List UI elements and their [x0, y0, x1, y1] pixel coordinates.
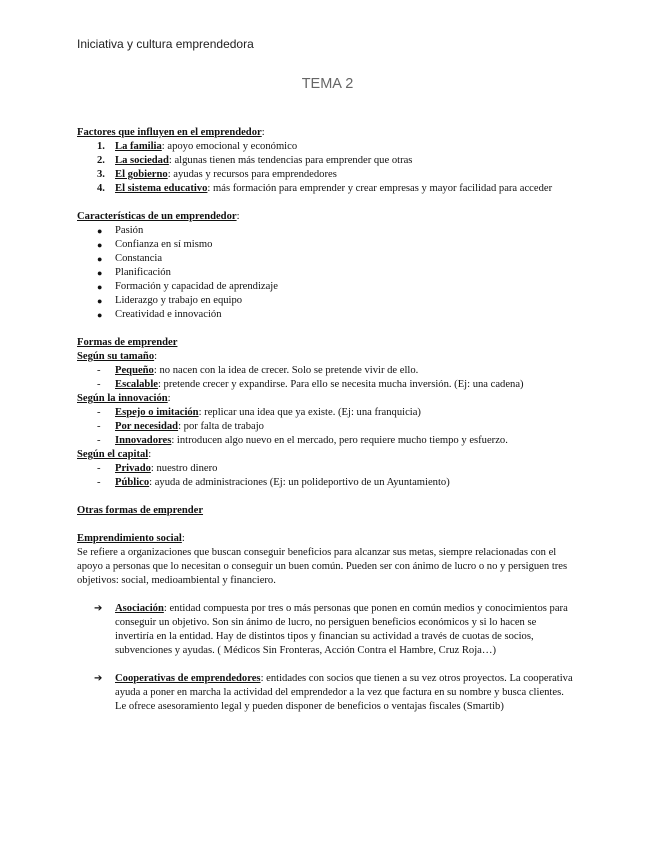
- list-item: - Escalable: pretende crecer y expandirse. Para ello se necesita mucha inversión. (Ej: una cadena): [97, 379, 524, 390]
- group-label: Según la innovación: [77, 393, 168, 404]
- factors-section: [77, 126, 577, 196]
- characteristics-heading-line: Características de un emprendedor:: [77, 211, 240, 222]
- forms-heading: Formas de emprender: [77, 337, 178, 348]
- list-item: 2. La sociedad: algunas tienen más tendencias para emprender que otras: [97, 155, 413, 166]
- other-forms-section: Otras formas de emprender Emprendimiento social: Se refiere a organizaciones que buscan conseguir beneficios para alcanzar sus metas, siempre relacionadas con el apoyo a personas que lo necesitan o conseguir un buen común. Pueden ser con ánimo de lucro o no y persiguen tres objetivos: social, medioambiental y financiero. ➔ Asociación: entidad compuesta por tres o más personas que ponen en común medios y conocimientos para conseguir un objetivo. Son sin ánimo de lucro, no persiguen beneficios económicos y si lo hacen se invertiría en la entidad. Hay de distintos tipos y financian su actividad a través de cuotas de socios, subvenciones y ayudas. ( Médicos Sin Fronteras, Acción Contra el Hambre, Cruz Roja…) ➔ Cooperativas de emprendedores: entidades con socios que tienen a su vez otros proyectos. La cooperativa ayuda a poner en marcha la actividad del emprendedor a la vez que factura en su nombre y busca clientes. Le ofrece asesoramiento legal y pueden disponer de beneficios o ventajas fiscales (Smartib): [77, 504, 577, 714]
- factors-heading-line: Factores que influyen en el emprendedor:: [77, 127, 265, 138]
- social-paragraph: Se refiere a organizaciones que buscan conseguir beneficios para alcanzar sus metas, siempre relacionadas con el apoyo a personas que lo necesitan o conseguir un buen común. Pueden ser con ánimo de lucro o no y persiguen tres objetivos: social, medioambiental y financiero.: [77, 547, 568, 586]
- factors-heading: Factores que influyen en el emprendedor: [77, 127, 262, 138]
- characteristics-list: [77, 224, 577, 322]
- factors-list: [77, 140, 577, 196]
- forms-group-capital: Según el capital: - Privado: nuestro dinero - Público: ayuda de administraciones (Ej: un polideportivo de un Ayuntamiento): [77, 448, 577, 490]
- list-item: ● Formación y capacidad de aprendizaje: [97, 281, 278, 292]
- arrow-item-asociacion: ➔ Asociación: entidad compuesta por tres o más personas que ponen en común medios y conocimientos para conseguir un objetivo. Son sin ánimo de lucro, no persiguen beneficios económicos y si lo hacen se invertiría en la entidad. Hay de distintos tipos y financian su actividad a través de cuotas de socios, subvenciones y ayudas. ( Médicos Sin Fronteras, Acción Contra el Hambre, Cruz Roja…): [94, 603, 568, 656]
- group-label: Según su tamaño: [77, 351, 155, 362]
- bullet-icon: ●: [97, 240, 103, 250]
- list-item: - Público: ayuda de administraciones (Ej: un polideportivo de un Ayuntamiento): [97, 477, 450, 488]
- list-item: - Espejo o imitación: replicar una idea que ya existe. (Ej: una franquicia): [97, 407, 421, 418]
- forms-group-size: Según su tamaño: - Pequeño: no nacen con la idea de crecer. Solo se pretende vivir de ello. - Escalable: pretende crecer y expandirse. Para ello se necesita mucha inversión. (Ej: una cadena): [77, 350, 577, 392]
- list-item: 1. La familia: apoyo emocional y económico: [97, 141, 298, 152]
- bullet-icon: ●: [97, 310, 103, 320]
- list-item: ● Confianza en sí mismo: [97, 239, 213, 250]
- forms-section: [77, 336, 577, 490]
- list-item: - Por necesidad: por falta de trabajo: [97, 421, 264, 432]
- characteristics-heading: Características de un emprendedor: [77, 211, 237, 222]
- document-header: Iniciativa y cultura emprendedora: [77, 37, 254, 51]
- list-item: ● Planificación: [97, 267, 171, 278]
- group-label: Según el capital: [77, 449, 149, 460]
- list-item: 3. El gobierno: ayudas y recursos para emprendedores: [97, 169, 337, 180]
- bullet-icon: ●: [97, 296, 103, 306]
- list-item: ● Liderazgo y trabajo en equipo: [97, 295, 243, 306]
- page-title: TEMA 2: [301, 76, 354, 92]
- list-item: 4. El sistema educativo: más formación para emprender y crear empresas y mayor facilidad para acceder: [97, 183, 553, 194]
- list-item: ● Constancia: [97, 253, 163, 264]
- forms-group-innovation: Según la innovación: - Espejo o imitación: replicar una idea que ya existe. (Ej: una franquicia) - Por necesidad: por falta de trabajo - Innovadores: introducen algo nuevo en el mercado, pero requiere mucho tiempo y esfuerzo.: [77, 392, 577, 448]
- list-item: - Innovadores: introducen algo nuevo en el mercado, pero requiere mucho tiempo y esfuerzo.: [97, 435, 508, 446]
- document-body: [77, 126, 577, 714]
- characteristics-section: [77, 210, 577, 322]
- bullet-icon: ●: [97, 254, 103, 264]
- arrow-right-icon: ➔: [94, 673, 103, 684]
- arrow-item-cooperativas: ➔ Cooperativas de emprendedores: entidades con socios que tienen a su vez otros proyectos. La cooperativa ayuda a poner en marcha la actividad del emprendedor a la vez que factura en su nombre y busca clientes. Le ofrece asesoramiento legal y pueden disponer de beneficios o ventajas fiscales (Smartib): [94, 673, 573, 712]
- other-forms-heading: Otras formas de emprender: [77, 505, 204, 516]
- bullet-icon: ●: [97, 226, 103, 236]
- list-item: ● Creatividad e innovación: [97, 309, 222, 320]
- list-item: - Privado: nuestro dinero: [97, 463, 218, 474]
- arrow-right-icon: ➔: [94, 603, 103, 614]
- list-item: ● Pasión: [97, 225, 144, 236]
- bullet-icon: ●: [97, 282, 103, 292]
- social-heading: Emprendimiento social: [77, 533, 182, 544]
- bullet-icon: ●: [97, 268, 103, 278]
- list-item: - Pequeño: no nacen con la idea de crecer. Solo se pretende vivir de ello.: [97, 365, 419, 376]
